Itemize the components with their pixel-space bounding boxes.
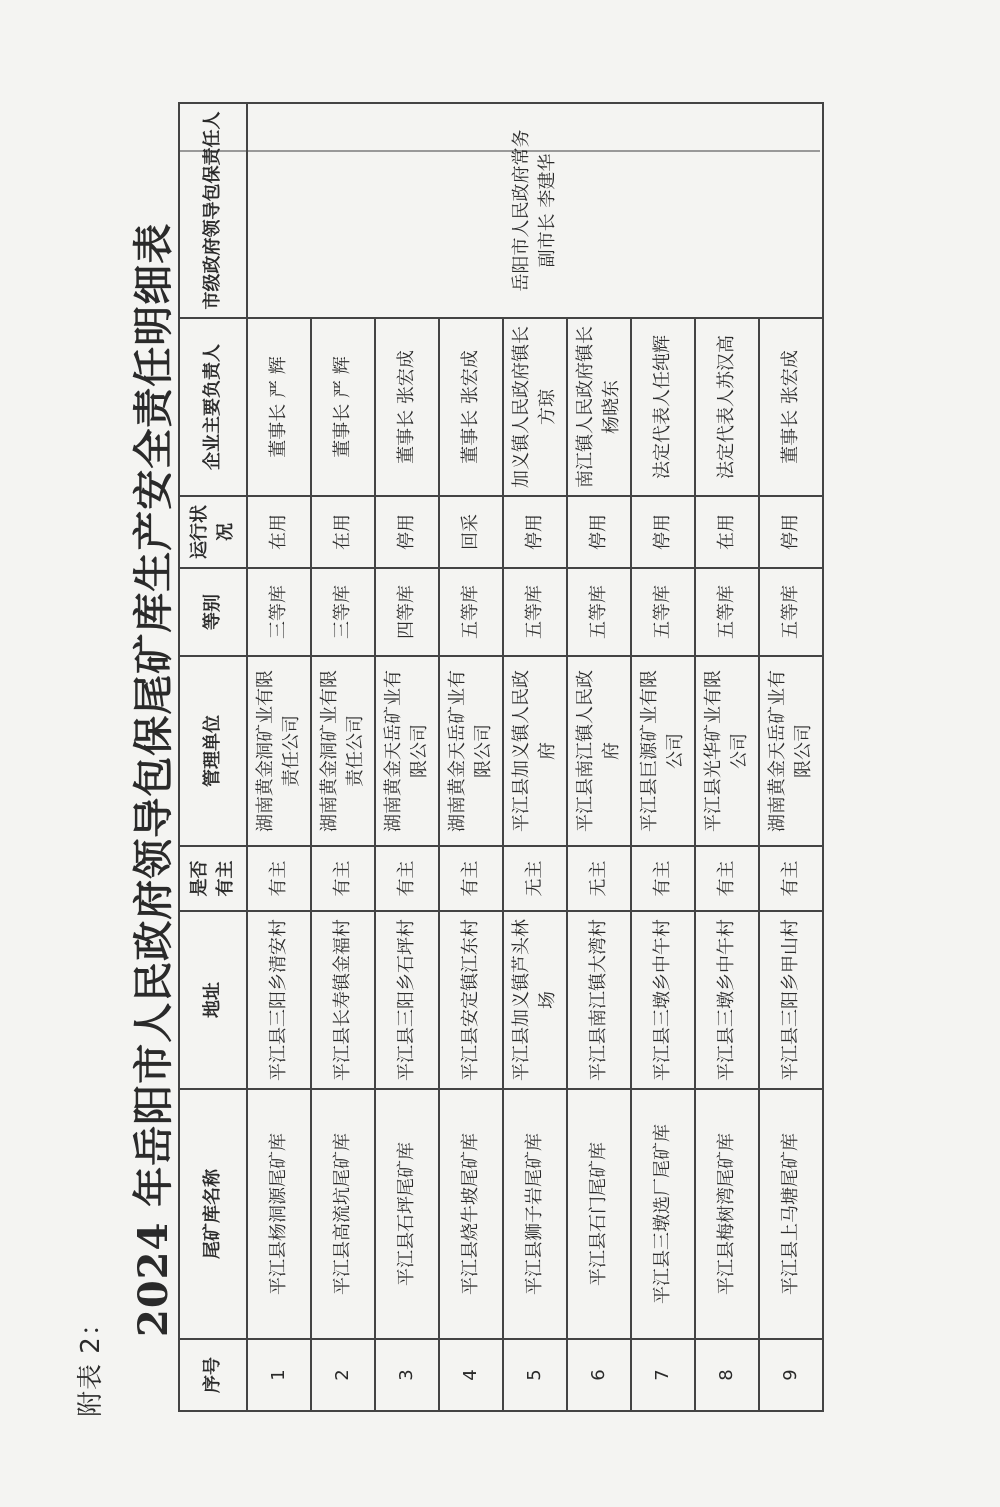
cell-grade: 五等库 <box>759 568 823 656</box>
cell-owner: 有主 <box>631 846 695 911</box>
cell-unit: 平江县南江镇人民政府 <box>567 656 631 846</box>
cell-seq: 3 <box>375 1339 439 1411</box>
cell-unit: 平江县巨源矿业有限公司 <box>631 656 695 846</box>
cell-address: 平江县三阳乡石坪村 <box>375 911 439 1089</box>
cell-grade: 三等库 <box>311 568 375 656</box>
cell-owner: 有主 <box>439 846 503 911</box>
cell-person: 董事长 严 辉 <box>311 318 375 496</box>
cell-seq: 9 <box>759 1339 823 1411</box>
cell-person: 董事长 张宏成 <box>439 318 503 496</box>
cell-owner: 有主 <box>695 846 759 911</box>
cell-grade: 三等库 <box>247 568 311 656</box>
cell-address: 平江县三阳乡甲山村 <box>759 911 823 1089</box>
cell-status: 停用 <box>503 496 567 568</box>
cell-grade: 四等库 <box>375 568 439 656</box>
col-leader: 市级政府领导包保责任人 <box>179 103 247 318</box>
page-title: 2024 年岳阳市人民政府领导包保尾矿库生产安全责任明细表 <box>130 222 177 1337</box>
table-header-row <box>179 103 247 1411</box>
col-person: 企业主要负责人 <box>179 318 247 496</box>
cell-status: 在用 <box>311 496 375 568</box>
cell-person: 董事长 严 辉 <box>247 318 311 496</box>
cell-leader: 岳阳市人民政府常务副市长 李建华 <box>247 103 823 318</box>
cell-address: 平江县长寿镇金福村 <box>311 911 375 1089</box>
cell-status: 停用 <box>631 496 695 568</box>
cell-unit: 湖南黄金洞矿业有限责任公司 <box>247 656 311 846</box>
cell-owner: 无主 <box>503 846 567 911</box>
cell-unit: 湖南黄金天岳矿业有限公司 <box>439 656 503 846</box>
cell-address: 平江县三阳乡清安村 <box>247 911 311 1089</box>
cell-status: 在用 <box>247 496 311 568</box>
cell-status: 停用 <box>375 496 439 568</box>
cell-person: 南江镇人民政府镇长 杨晓东 <box>567 318 631 496</box>
col-status: 运行状况 <box>179 496 247 568</box>
cell-address: 平江县安定镇江东村 <box>439 911 503 1089</box>
col-grade: 等别 <box>179 568 247 656</box>
cell-seq: 6 <box>567 1339 631 1411</box>
cell-seq: 7 <box>631 1339 695 1411</box>
cell-grade: 五等库 <box>695 568 759 656</box>
cell-address: 平江县南江镇大湾村 <box>567 911 631 1089</box>
cell-owner: 有主 <box>311 846 375 911</box>
cell-address: 平江县三墩乡中午村 <box>695 911 759 1089</box>
cell-name: 平江县梅树湾尾矿库 <box>695 1089 759 1339</box>
cell-owner: 无主 <box>567 846 631 911</box>
cell-owner: 有主 <box>247 846 311 911</box>
cell-status: 停用 <box>759 496 823 568</box>
cell-unit: 平江县光华矿业有限公司 <box>695 656 759 846</box>
cell-person: 法定代表人任纯辉 <box>631 318 695 496</box>
cell-unit: 湖南黄金天岳矿业有限公司 <box>759 656 823 846</box>
cell-person: 董事长 张宏成 <box>375 318 439 496</box>
cell-seq: 4 <box>439 1339 503 1411</box>
cell-name: 平江县狮子岩尾矿库 <box>503 1089 567 1339</box>
cell-name: 平江县杨洞源尾矿库 <box>247 1089 311 1339</box>
cell-seq: 2 <box>311 1339 375 1411</box>
cell-address: 平江县三墩乡中午村 <box>631 911 695 1089</box>
col-address: 地址 <box>179 911 247 1089</box>
col-owner: 是否有主 <box>179 846 247 911</box>
cell-seq: 8 <box>695 1339 759 1411</box>
table-row <box>247 103 311 1411</box>
cell-name: 平江县石门尾矿库 <box>567 1089 631 1339</box>
cell-name: 平江县上马塘尾矿库 <box>759 1089 823 1339</box>
cell-name: 平江县三墩选厂尾矿库 <box>631 1089 695 1339</box>
cell-person: 法定代表人苏汉高 <box>695 318 759 496</box>
cell-status: 在用 <box>695 496 759 568</box>
cell-unit: 平江县加义镇人民政府 <box>503 656 567 846</box>
cell-address: 平江县加义镇芦头林场 <box>503 911 567 1089</box>
cell-seq: 1 <box>247 1339 311 1411</box>
appendix-label: 附表 2： <box>76 1309 106 1417</box>
cell-grade: 五等库 <box>567 568 631 656</box>
cell-status: 停用 <box>567 496 631 568</box>
cell-seq: 5 <box>503 1339 567 1411</box>
cell-name: 平江县高流坑尾矿库 <box>311 1089 375 1339</box>
cell-unit: 湖南黄金洞矿业有限责任公司 <box>311 656 375 846</box>
cell-unit: 湖南黄金天岳矿业有限公司 <box>375 656 439 846</box>
cell-person: 董事长 张宏成 <box>759 318 823 496</box>
col-seq: 序号 <box>179 1339 247 1411</box>
cell-name: 平江县烧牛坡尾矿库 <box>439 1089 503 1339</box>
cell-owner: 有主 <box>759 846 823 911</box>
cell-owner: 有主 <box>375 846 439 911</box>
col-unit: 管理单位 <box>179 656 247 846</box>
col-name: 尾矿库名称 <box>179 1089 247 1339</box>
cell-grade: 五等库 <box>439 568 503 656</box>
cell-status: 回采 <box>439 496 503 568</box>
cell-grade: 五等库 <box>631 568 695 656</box>
cell-person: 加义镇人民政府镇长 方琼 <box>503 318 567 496</box>
cell-name: 平江县石坪尾矿库 <box>375 1089 439 1339</box>
responsibility-table <box>178 102 824 1412</box>
cell-grade: 五等库 <box>503 568 567 656</box>
